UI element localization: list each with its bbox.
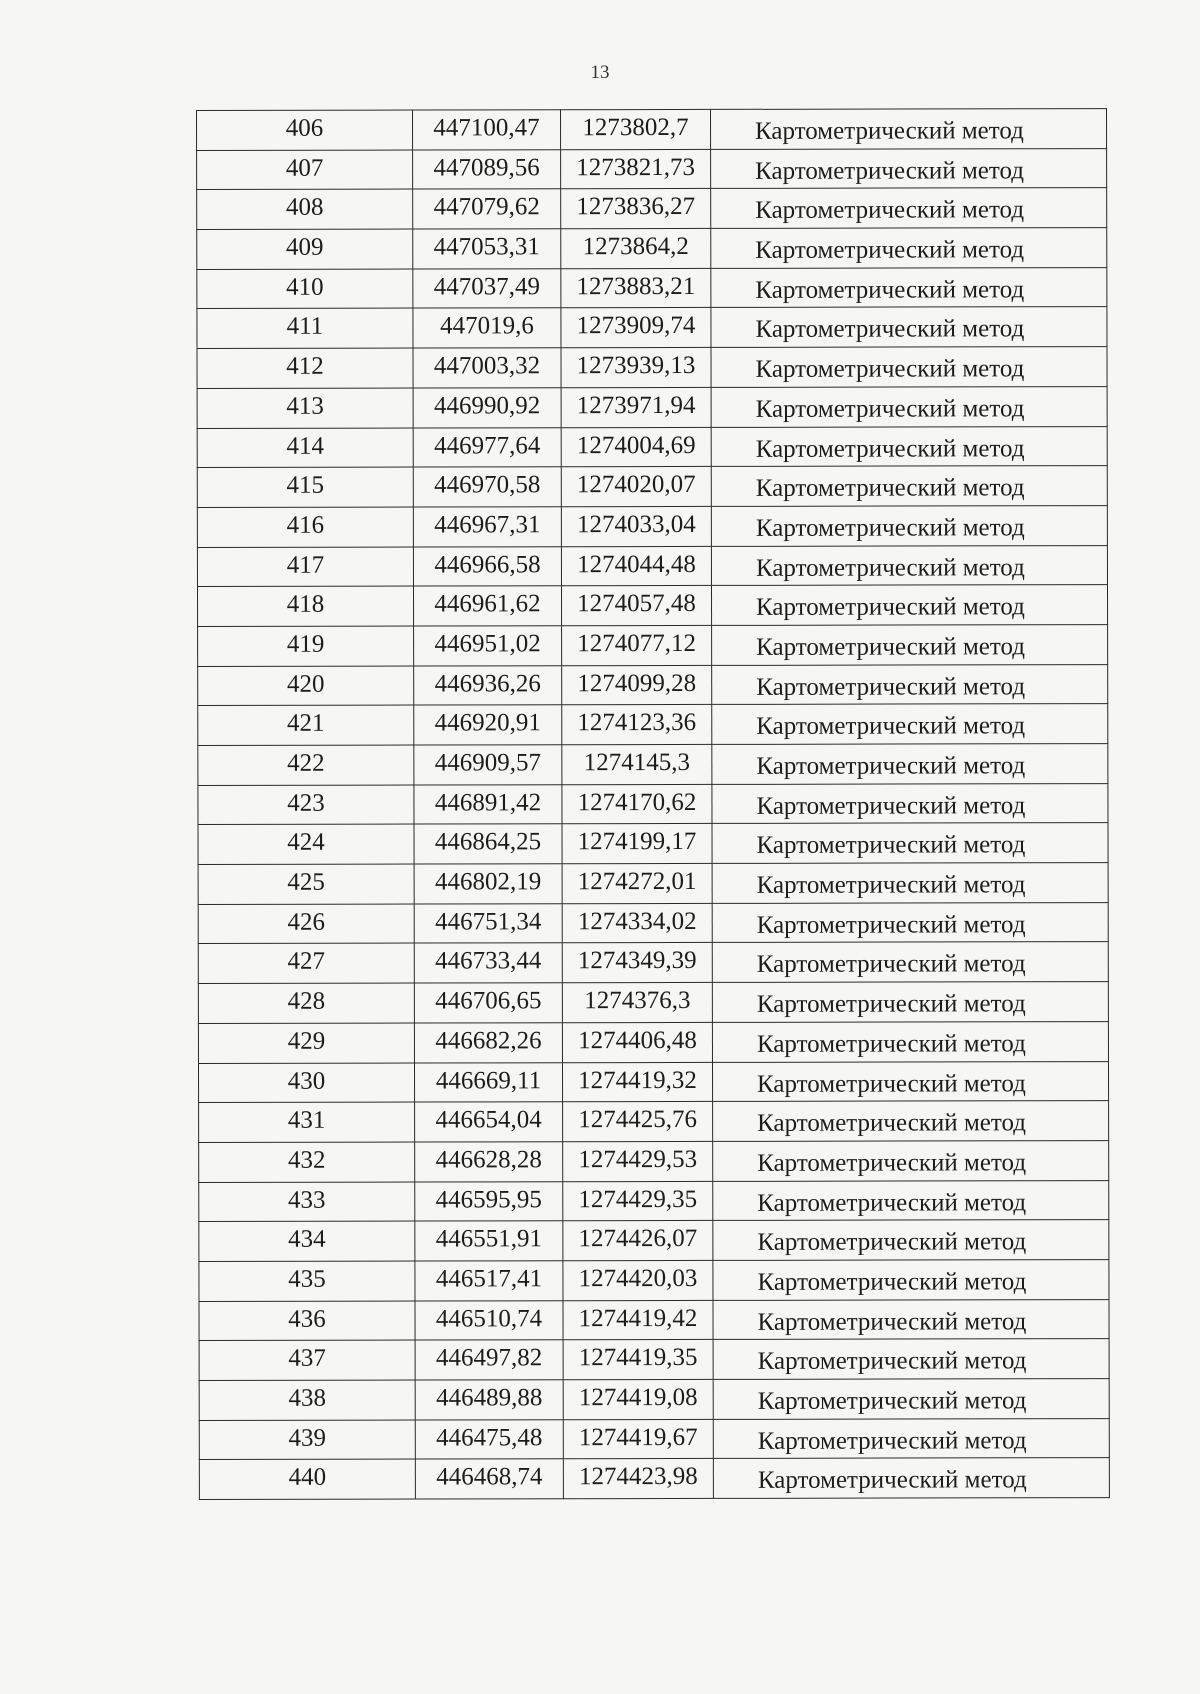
y-coordinate-cell: 1274429,53 xyxy=(563,1141,713,1181)
table-row xyxy=(197,188,1107,230)
y-coordinate-cell: 1274426,07 xyxy=(563,1221,713,1261)
point-number-cell: 438 xyxy=(199,1380,415,1420)
point-number-cell: 427 xyxy=(198,943,414,983)
x-coordinate-cell: 446966,58 xyxy=(413,546,561,586)
x-coordinate-cell: 446751,34 xyxy=(414,903,562,943)
y-coordinate-cell: 1274057,48 xyxy=(561,586,711,626)
y-coordinate-cell: 1274376,3 xyxy=(562,983,712,1023)
point-number-cell: 409 xyxy=(197,229,413,269)
y-coordinate-cell: 1274199,17 xyxy=(562,824,712,864)
point-number-cell: 433 xyxy=(199,1182,415,1222)
y-coordinate-cell: 1274429,35 xyxy=(563,1181,713,1221)
point-number-cell: 411 xyxy=(197,308,413,348)
method-cell: Картометрический метод xyxy=(711,347,1107,388)
x-coordinate-cell: 446936,26 xyxy=(414,665,562,705)
method-cell: Картометрический метод xyxy=(713,1260,1109,1301)
y-coordinate-cell: 1274020,07 xyxy=(561,467,711,507)
x-coordinate-cell: 446970,58 xyxy=(413,467,561,507)
y-coordinate-cell: 1274419,08 xyxy=(563,1379,713,1419)
method-cell: Картометрический метод xyxy=(712,902,1108,943)
y-coordinate-cell: 1274349,39 xyxy=(562,943,712,983)
x-coordinate-cell: 446669,11 xyxy=(414,1062,562,1102)
method-cell: Картометрический метод xyxy=(712,982,1108,1023)
table-row xyxy=(199,1260,1109,1302)
point-number-cell: 440 xyxy=(199,1459,415,1499)
table-row xyxy=(199,1220,1109,1262)
method-cell: Картометрический метод xyxy=(711,545,1107,586)
method-cell: Картометрический метод xyxy=(712,664,1108,705)
table-row xyxy=(198,942,1108,984)
table-row xyxy=(197,386,1107,428)
x-coordinate-cell: 446706,65 xyxy=(414,983,562,1023)
y-coordinate-cell: 1274334,02 xyxy=(562,903,712,943)
y-coordinate-cell: 1274419,35 xyxy=(563,1340,713,1380)
method-cell: Картометрический метод xyxy=(713,1458,1109,1499)
point-number-cell: 431 xyxy=(199,1102,415,1142)
point-number-cell: 419 xyxy=(198,626,414,666)
y-coordinate-cell: 1273939,13 xyxy=(561,348,711,388)
x-coordinate-cell: 446510,74 xyxy=(415,1300,563,1340)
point-number-cell: 423 xyxy=(198,785,414,825)
x-coordinate-cell: 447079,62 xyxy=(413,189,561,229)
y-coordinate-cell: 1274033,04 xyxy=(561,506,711,546)
y-coordinate-cell: 1273821,73 xyxy=(561,149,711,189)
point-number-cell: 425 xyxy=(198,864,414,904)
x-coordinate-cell: 447037,49 xyxy=(413,268,561,308)
table-row xyxy=(197,466,1107,508)
method-cell: Картометрический метод xyxy=(711,466,1107,507)
point-number-cell: 420 xyxy=(198,666,414,706)
x-coordinate-cell: 447003,32 xyxy=(413,348,561,388)
table-row xyxy=(198,823,1108,865)
point-number-cell: 413 xyxy=(197,388,413,428)
x-coordinate-cell: 446920,91 xyxy=(414,705,562,745)
method-cell: Картометрический метод xyxy=(713,1101,1109,1142)
x-coordinate-cell: 447019,6 xyxy=(413,308,561,348)
y-coordinate-cell: 1274099,28 xyxy=(562,665,712,705)
x-coordinate-cell: 446977,64 xyxy=(413,427,561,467)
y-coordinate-cell: 1273802,7 xyxy=(561,109,711,149)
method-cell: Картометрический метод xyxy=(713,1299,1109,1340)
y-coordinate-cell: 1274419,42 xyxy=(563,1300,713,1340)
table-row xyxy=(199,1458,1109,1500)
point-number-cell: 432 xyxy=(199,1142,415,1182)
point-number-cell: 415 xyxy=(197,467,413,507)
point-number-cell: 418 xyxy=(197,586,413,626)
method-cell: Картометрический метод xyxy=(712,744,1108,785)
point-number-cell: 428 xyxy=(198,983,414,1023)
x-coordinate-cell: 446475,48 xyxy=(415,1419,563,1459)
point-number-cell: 412 xyxy=(197,348,413,388)
x-coordinate-cell: 446961,62 xyxy=(413,586,561,626)
point-number-cell: 437 xyxy=(199,1340,415,1380)
method-cell: Картометрический метод xyxy=(711,307,1107,348)
table-row xyxy=(198,1021,1108,1063)
method-cell: Картометрический метод xyxy=(711,426,1107,467)
method-cell: Картометрический метод xyxy=(712,863,1108,904)
method-cell: Картометрический метод xyxy=(710,109,1106,150)
table-row xyxy=(198,744,1108,786)
table-row xyxy=(199,1299,1109,1341)
y-coordinate-cell: 1274406,48 xyxy=(562,1022,712,1062)
point-number-cell: 414 xyxy=(197,428,413,468)
x-coordinate-cell: 446595,95 xyxy=(415,1181,563,1221)
table-row xyxy=(199,1418,1109,1460)
method-cell: Картометрический метод xyxy=(712,1021,1108,1062)
method-cell: Картометрический метод xyxy=(712,704,1108,745)
table-row xyxy=(198,704,1108,746)
y-coordinate-cell: 1274044,48 xyxy=(561,546,711,586)
point-number-cell: 434 xyxy=(199,1221,415,1261)
y-coordinate-cell: 1274077,12 xyxy=(562,625,712,665)
x-coordinate-cell: 446733,44 xyxy=(414,943,562,983)
table-row xyxy=(197,545,1107,587)
table-row xyxy=(198,982,1108,1024)
y-coordinate-cell: 1274004,69 xyxy=(561,427,711,467)
table-row xyxy=(197,148,1107,190)
x-coordinate-cell: 447089,56 xyxy=(413,149,561,189)
method-cell: Картометрический метод xyxy=(711,188,1107,229)
method-cell: Картометрический метод xyxy=(711,505,1107,546)
method-cell: Картометрический метод xyxy=(711,267,1107,308)
method-cell: Картометрический метод xyxy=(713,1140,1109,1181)
x-coordinate-cell: 446909,57 xyxy=(414,745,562,785)
x-coordinate-cell: 446864,25 xyxy=(414,824,562,864)
coordinates-table-body xyxy=(197,109,1110,1500)
table-row xyxy=(197,347,1107,389)
table-row xyxy=(198,625,1108,667)
table-row xyxy=(198,664,1108,706)
table-row xyxy=(198,1061,1108,1103)
x-coordinate-cell: 446468,74 xyxy=(415,1459,563,1499)
y-coordinate-cell: 1274420,03 xyxy=(563,1260,713,1300)
x-coordinate-cell: 446551,91 xyxy=(415,1221,563,1261)
x-coordinate-cell: 446517,41 xyxy=(415,1261,563,1301)
method-cell: Картометрический метод xyxy=(711,386,1107,427)
y-coordinate-cell: 1273971,94 xyxy=(561,387,711,427)
table-row xyxy=(199,1140,1109,1182)
method-cell: Картометрический метод xyxy=(712,823,1108,864)
y-coordinate-cell: 1274123,36 xyxy=(562,705,712,745)
table-row xyxy=(197,307,1107,349)
y-coordinate-cell: 1274419,67 xyxy=(563,1419,713,1459)
table-row xyxy=(197,267,1107,309)
table-row xyxy=(198,863,1108,905)
x-coordinate-cell: 447100,47 xyxy=(413,110,561,150)
point-number-cell: 422 xyxy=(198,745,414,785)
method-cell: Картометрический метод xyxy=(711,585,1107,626)
table-row xyxy=(199,1379,1109,1421)
coordinates-table-wrapper xyxy=(196,108,1109,1500)
x-coordinate-cell: 446990,92 xyxy=(413,388,561,428)
x-coordinate-cell: 446802,19 xyxy=(414,864,562,904)
page-number: 13 xyxy=(590,62,610,83)
table-row xyxy=(197,505,1107,547)
x-coordinate-cell: 446654,04 xyxy=(415,1102,563,1142)
table-row xyxy=(197,426,1107,468)
point-number-cell: 421 xyxy=(198,705,414,745)
point-number-cell: 416 xyxy=(197,507,413,547)
x-coordinate-cell: 446951,02 xyxy=(414,626,562,666)
point-number-cell: 429 xyxy=(198,1023,414,1063)
table-row xyxy=(197,109,1107,151)
method-cell: Картометрический метод xyxy=(713,1418,1109,1459)
table-row xyxy=(199,1180,1109,1222)
y-coordinate-cell: 1273909,74 xyxy=(561,308,711,348)
x-coordinate-cell: 446497,82 xyxy=(415,1340,563,1380)
coordinates-table xyxy=(196,108,1110,1500)
y-coordinate-cell: 1274419,32 xyxy=(562,1062,712,1102)
point-number-cell: 407 xyxy=(197,150,413,190)
x-coordinate-cell: 446891,42 xyxy=(414,784,562,824)
method-cell: Картометрический метод xyxy=(712,942,1108,983)
table-row xyxy=(199,1339,1109,1381)
x-coordinate-cell: 446489,88 xyxy=(415,1380,563,1420)
point-number-cell: 417 xyxy=(197,547,413,587)
method-cell: Картометрический метод xyxy=(712,625,1108,666)
point-number-cell: 430 xyxy=(198,1063,414,1103)
y-coordinate-cell: 1273864,2 xyxy=(561,228,711,268)
x-coordinate-cell: 446967,31 xyxy=(413,507,561,547)
y-coordinate-cell: 1274145,3 xyxy=(562,744,712,784)
table-row xyxy=(199,1101,1109,1143)
point-number-cell: 439 xyxy=(199,1420,415,1460)
method-cell: Картометрический метод xyxy=(712,1061,1108,1102)
y-coordinate-cell: 1274170,62 xyxy=(562,784,712,824)
table-row xyxy=(197,585,1107,627)
x-coordinate-cell: 447053,31 xyxy=(413,229,561,269)
x-coordinate-cell: 446628,28 xyxy=(415,1142,563,1182)
point-number-cell: 410 xyxy=(197,269,413,309)
x-coordinate-cell: 446682,26 xyxy=(414,1023,562,1063)
method-cell: Картометрический метод xyxy=(713,1339,1109,1380)
point-number-cell: 406 xyxy=(197,110,413,150)
point-number-cell: 435 xyxy=(199,1261,415,1301)
y-coordinate-cell: 1274423,98 xyxy=(563,1459,713,1499)
point-number-cell: 424 xyxy=(198,824,414,864)
y-coordinate-cell: 1274425,76 xyxy=(563,1102,713,1142)
method-cell: Картометрический метод xyxy=(711,148,1107,189)
point-number-cell: 408 xyxy=(197,189,413,229)
method-cell: Картометрический метод xyxy=(713,1220,1109,1261)
method-cell: Картометрический метод xyxy=(711,228,1107,269)
y-coordinate-cell: 1273883,21 xyxy=(561,268,711,308)
y-coordinate-cell: 1274272,01 xyxy=(562,863,712,903)
table-row xyxy=(197,228,1107,270)
method-cell: Картометрический метод xyxy=(713,1379,1109,1420)
table-row xyxy=(198,902,1108,944)
method-cell: Картометрический метод xyxy=(713,1180,1109,1221)
table-row xyxy=(198,783,1108,825)
point-number-cell: 436 xyxy=(199,1301,415,1341)
point-number-cell: 426 xyxy=(198,904,414,944)
y-coordinate-cell: 1273836,27 xyxy=(561,189,711,229)
method-cell: Картометрический метод xyxy=(712,783,1108,824)
